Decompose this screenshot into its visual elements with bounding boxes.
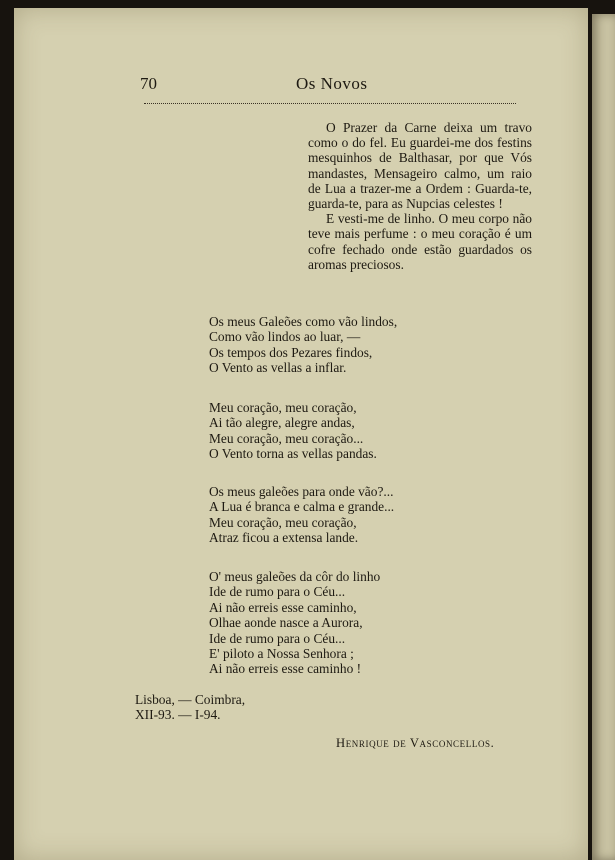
verse-line: Os tempos dos Pezares findos, [209, 344, 373, 360]
stanza-2 [209, 400, 439, 462]
verse-line: Ide de rumo para o Céu... [209, 584, 346, 600]
verse-line: O Vento torna as vellas pandas. [209, 446, 377, 462]
place-line: Lisboa, — Coimbra, [135, 692, 246, 707]
adjacent-page-edge [592, 14, 615, 860]
verse-line: O' meus galeões da côr do linho [209, 569, 381, 584]
verse-line: Meu coração, meu coração, [209, 400, 357, 415]
running-title: Os Novos [296, 74, 368, 93]
verse-line: A Lua é branca e calma e grande... [209, 499, 395, 515]
author-signature: Henrique de Vasconcellos. [336, 736, 495, 750]
book-page [14, 8, 588, 860]
stanza-4 [209, 569, 439, 677]
verse-line: Ai tão alegre, alegre andas, [209, 415, 355, 431]
verse-line: Ai não erreis esse caminho, [209, 599, 357, 615]
verse-line: O Vento as vellas a inflar. [209, 360, 347, 376]
verse-line: E' piloto a Nossa Senhora ; [209, 645, 354, 661]
verse-line: Os meus Galeões como vão lindos, [209, 314, 398, 329]
page-number: 70 [140, 74, 157, 93]
verse-line: Atraz ficou a extensa lande. [209, 530, 359, 546]
prose-paragraph: O Prazer da Carne deixa um travo como o do fel. Eu guardei-me dos festins mesquinhos de Balthasar, por que Vós mandastes, Mensageiro calmo, um raio de Lua a trazer-me a Ordem : Guarda-te, guarda-te, para as Nupcias celestes ! [308, 120, 532, 212]
verse-line: Olhae aonde nasce a Aurora, [209, 615, 363, 631]
verse-line: Ai não erreis esse caminho ! [209, 661, 362, 677]
verse-line: Meu coração, meu coração, [209, 514, 357, 530]
header-rule [144, 103, 516, 104]
verse-line: Os meus galeões para onde vão?... [209, 484, 394, 499]
stanza-1 [209, 314, 439, 376]
place-and-date [135, 692, 245, 723]
stanza-3 [209, 484, 439, 546]
verse-line: Ide de rumo para o Céu... [209, 630, 346, 646]
prose-passage [308, 120, 532, 272]
prose-paragraph: E vesti-me de linho. O meu corpo não teve mais perfume : o meu coração é um cofre fechado onde estão guardados os aromas preciosos. [308, 211, 532, 272]
verse-line: Como vão lindos ao luar, — [209, 329, 361, 345]
verse-line: Meu coração, meu coração... [209, 430, 364, 446]
date-line: XII-93. — I-94. [135, 707, 221, 723]
